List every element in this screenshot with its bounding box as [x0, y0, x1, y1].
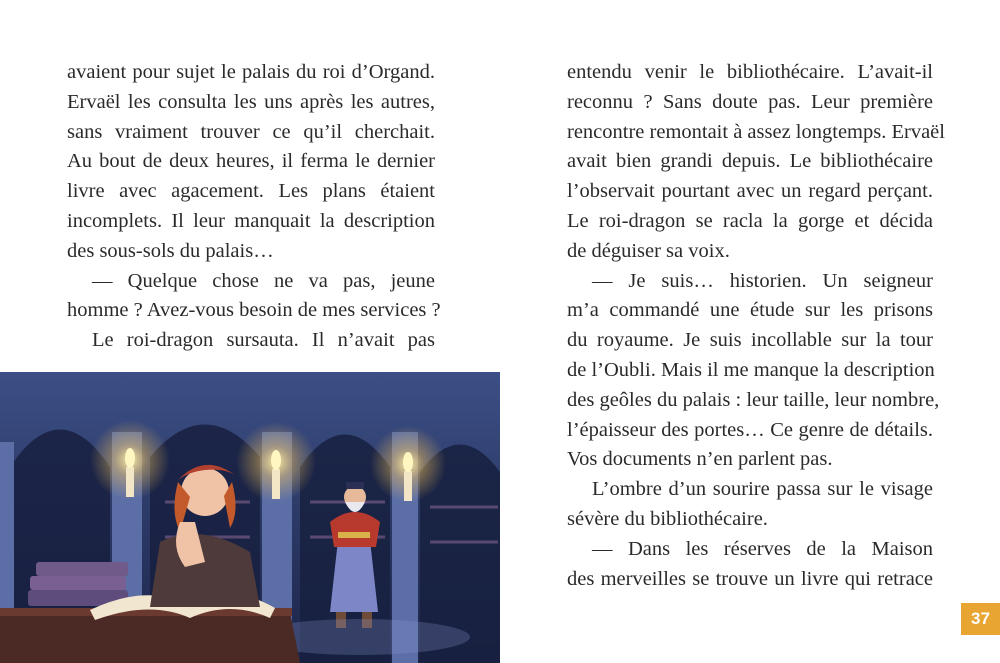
text-line: reconnu ? Sans doute pas. Leur première [567, 90, 933, 113]
text-line: Ervaël les consulta les uns après les autres, [67, 90, 435, 113]
text-line: des sous-sols du palais… [67, 239, 274, 262]
text-line: homme ? Avez-vous besoin de mes services ? [67, 299, 441, 322]
text-line: Le roi-dragon se racla la gorge et décida [567, 209, 933, 232]
text-line: Vos documents n’en parlent pas. [567, 448, 833, 471]
text-line: avaient pour sujet le palais du roi d’Organd. [67, 61, 435, 83]
text-line: sans vraiment trouver ce qu’il cherchait. [67, 120, 435, 143]
text-line: de l’Oubli. Mais il me manque la description [567, 358, 935, 381]
text-line: incomplets. Il leur manquait la description [67, 209, 435, 232]
left-text-column [67, 58, 441, 356]
text-line: des geôles du palais : leur taille, leur nombre, [567, 388, 940, 411]
text-line: m’a commandé une étude sur les prisons [567, 299, 933, 322]
text-line: rencontre remontait à assez longtemps. Ervaël [567, 120, 945, 143]
text-line: sévère du bibliothécaire. [567, 507, 768, 530]
text-line: Le roi-dragon sursauta. Il n’avait pas [92, 329, 435, 352]
text-line: l’épaisseur des portes… Ce genre de détails. [567, 418, 933, 441]
text-line: avait bien grandi depuis. Le bibliothécaire [567, 150, 933, 173]
text-line: Au bout de deux heures, il ferma le dernier [67, 150, 435, 173]
text-line: des merveilles se trouve un livre qui retrace [567, 567, 933, 590]
text-line: entendu venir le bibliothécaire. L’avait-il [567, 61, 933, 83]
text-line: de déguiser sa voix. [567, 239, 730, 262]
text-line: — Quelque chose ne va pas, jeune [92, 269, 435, 292]
library-illustration [0, 372, 500, 663]
text-line: livre avec agacement. Les plans étaient [67, 180, 435, 203]
page-number-badge: 37 [961, 603, 1000, 635]
text-line: du royaume. Je suis incollable sur la tour [567, 329, 933, 352]
text-line: L’ombre d’un sourire passa sur le visage [592, 478, 933, 501]
text-line: — Dans les réserves de la Maison [592, 537, 933, 560]
text-line: — Je suis… historien. Un seigneur [592, 269, 933, 292]
text-line: l’observait pourtant avec un regard perçant. [567, 180, 933, 203]
right-text-column [567, 58, 945, 594]
